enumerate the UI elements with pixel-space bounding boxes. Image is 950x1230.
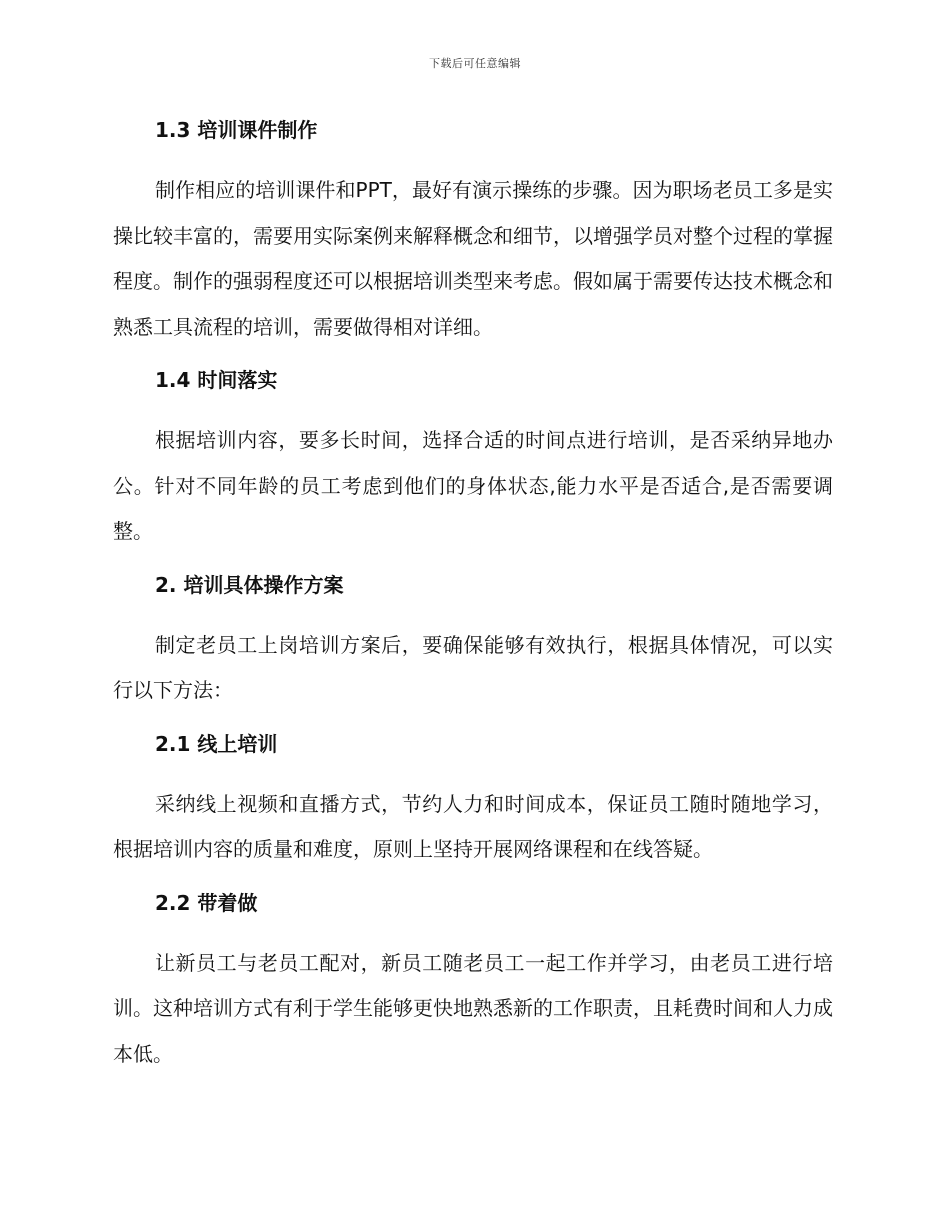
section-heading-1-4: 1.4 时间落实 bbox=[155, 368, 278, 392]
page-header: 下载后可任意编辑 bbox=[429, 57, 521, 70]
section-paragraph-1-4: 根据培训内容，要多长时间，选择合适的时间点进行培训，是否采纳异地办公。针对不同年龄的员工考虑到他们的身体状态,能力水平是否适合,是否需要调整。 bbox=[113, 428, 833, 543]
section-heading-2-1: 2.1 线上培训 bbox=[155, 731, 278, 756]
section-heading-1-3: 1.3 培训课件制作 bbox=[155, 118, 318, 142]
section-paragraph-2: 制定老员工上岗培训方案后，要确保能够有效执行，根据具体情况，可以实行以下方法： bbox=[113, 632, 833, 702]
document-body bbox=[113, 110, 833, 1087]
section-paragraph-2-1: 采纳线上视频和直播方式，节约人力和时间成本，保证员工随时随地学习，根据培训内容的质量和难度，原则上坚持开展网络课程和在线答疑。 bbox=[113, 791, 833, 861]
section-heading-2: 2. 培训具体操作方案 bbox=[155, 572, 344, 597]
section-paragraph-2-2: 让新员工与老员工配对，新员工随老员工一起工作并学习，由老员工进行培训。这种培训方式有利于学生能够更快地熟悉新的工作职责，且耗费时间和人力成本低。 bbox=[113, 950, 833, 1066]
section-heading-2-2: 2.2 带着做 bbox=[155, 890, 258, 915]
section-paragraph-1-3: 制作相应的培训课件和PPT，最好有演示操练的步骤。因为职场老员工多是实操比较丰富的，需要用实际案例来解释概念和细节，以增强学员对整个过程的掌握程度。制作的强弱程度还可以根据培训类型来考虑。假如属于需要传达技术概念和熟悉工具流程的培训，需要做得相对详细。 bbox=[113, 178, 833, 339]
